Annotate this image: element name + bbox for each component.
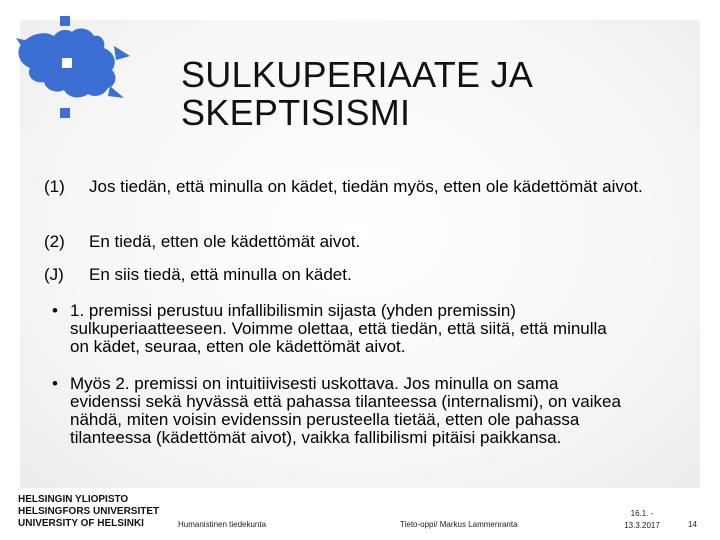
claim-number: (2) [44,232,65,251]
bullet-line: tilanteessa (kädettömät aivot), vaikka fallibilismi pitäisi paikkansa. [70,428,562,447]
university-name-sv: HELSINGFORS UNIVERSITET [18,506,160,517]
bullet-line: on kädet, seuraa, etten ole kädettömät aivot. [70,337,406,356]
footer-date [620,508,664,532]
slide-title [181,56,681,132]
university-name-fi: HELSINGIN YLIOPISTO [18,494,129,505]
slide-title-line-1: SULKUPERIAATE JA [181,54,534,95]
claim-number: (1) [44,177,65,196]
bullet-text [70,302,695,356]
bullet-line: evidenssi sekä hyvässä että pahassa tilanteessa (internalismi), on vaikea [70,392,621,411]
claim-text: En tiedä, etten ole kädettömät aivot. [89,232,361,251]
bullet-marker: • [52,301,58,320]
university-name [18,494,159,530]
bullet-marker: • [52,374,58,393]
university-name-en: UNIVERSITY OF HELSINKI [18,518,144,529]
bullet-text [70,375,695,447]
bullet-line: nähdä, miten voisin evidenssin perusteella tietää, etten ole pahassa [70,410,580,429]
bullet-line: Myös 2. premissi on intuitiivisesti uskottava. Jos minulla on sama [70,374,559,393]
university-logo-icon [14,16,134,120]
claim-text: En siis tiedä, että minulla on kädet. [89,265,352,284]
claim-number: (J) [44,265,64,284]
footer-date-line-2: 13.3.2017 [624,521,660,530]
footer-faculty: Humanistinen tiedekunta [178,520,267,529]
slide-title-line-2: SKEPTISISMI [181,92,411,133]
bullet-line: sulkuperiaatteeseen. Voimme olettaa, että tiedän, että siitä, että minulla [70,319,607,338]
footer-author: Tieto-oppi/ Markus Lammenranta [400,520,518,529]
claim-text: Jos tiedän, että minulla on kädet, tiedän myös, etten ole kädettömät aivot. [89,177,643,196]
page-number: 14 [688,520,697,529]
bullet-line: 1. premissi perustuu infallibilismin sijasta (yhden premissin) [70,301,516,320]
footer-date-line-1: 16.1. - [630,509,654,518]
